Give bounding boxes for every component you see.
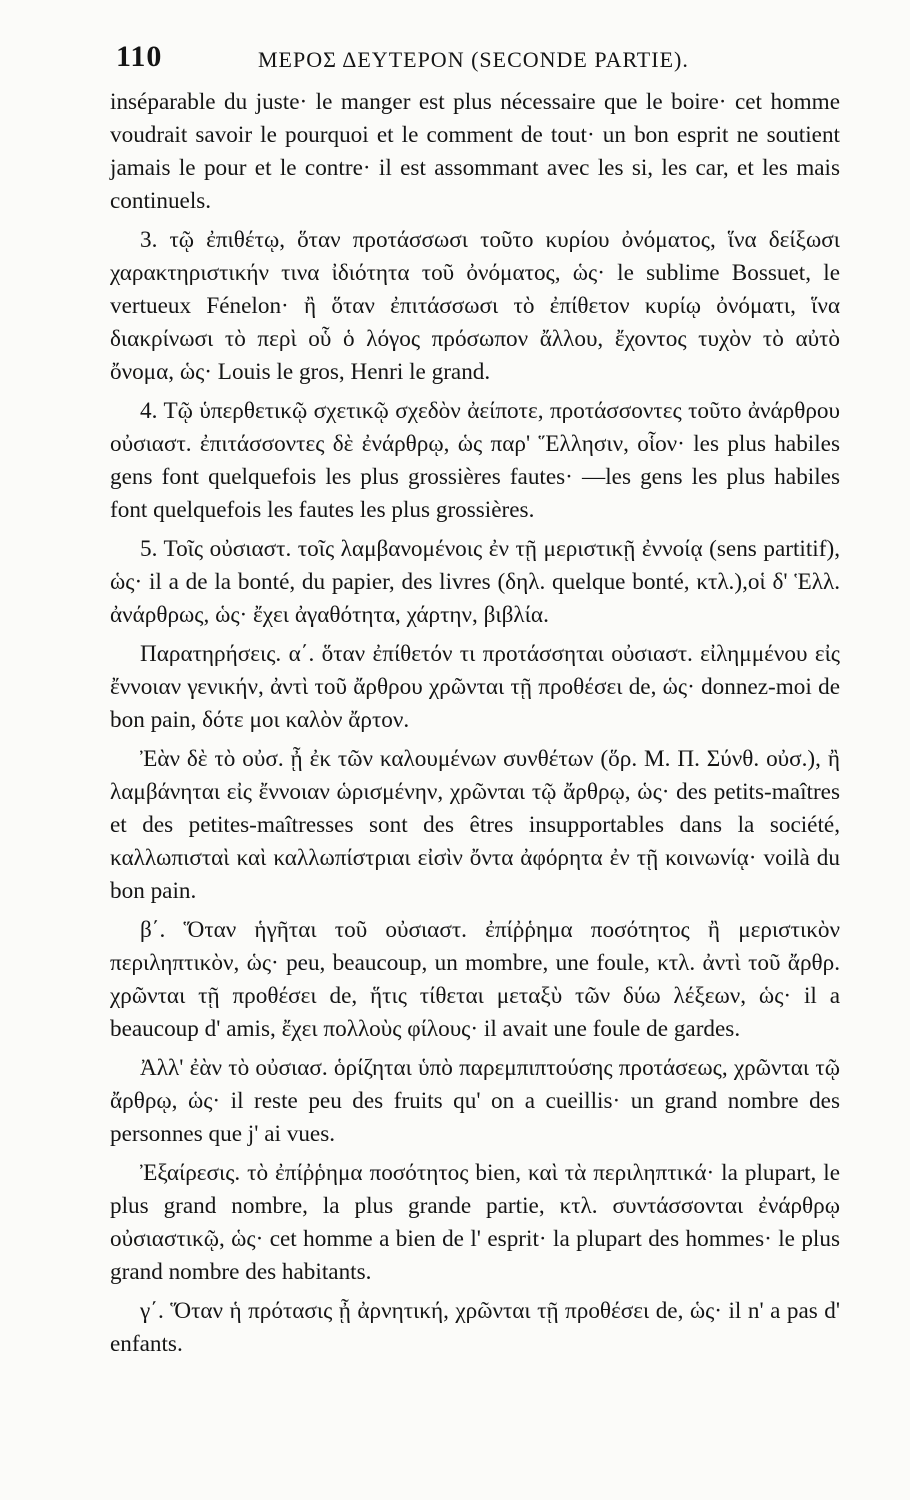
running-head: ΜΕΡΟΣ ΔΕΥΤΕΡΟΝ (SECONDE PARTIE). <box>258 47 689 72</box>
paragraph-remarks-b: β΄. Ὅταν ἡγῆται τοῦ οὐσιαστ. ἐπίῤῥημα ποσότητος ἢ μεριστικὸν περιληπτικὸν, ὡς· peu, beaucoup, un mombre, une foule, κτλ. ἀντὶ τοῦ ἄρθρ. χρῶνται τῇ προθέσει de, ἥτις τίθεται μεταξὺ τῶν δύω λέξεων, ὡς· il a beaucoup d' amis, ἔχει πολλοὺς φίλους· il avait une foule de gardes. <box>110 917 840 1042</box>
page-number: 110 <box>116 40 163 73</box>
paragraph-compound-nouns: Ἐὰν δὲ τὸ οὐσ. ᾖ ἐκ τῶν καλουμένων συνθέτων (ὅρ. Μ. Π. Σύνθ. οὐσ.), ἢ λαμβάνηται εἰς ἔννοιαν ὡρισμένην, χρῶνται τῷ ἄρθρῳ, ὡς· des petits-maîtres et des petites-maîtresses sont des êtres insupportables dans la société, καλλωπισταὶ καὶ καλλωπίστριαι εἰσὶν ὄντα ἀφόρητα ἐν τῇ κοινωνίᾳ· voilà du bon pain. <box>110 746 840 904</box>
paragraph-relative-clause: Ἀλλ' ἐὰν τὸ οὐσιασ. ὁρίζηται ὑπὸ παρεμπιπτούσης προτάσεως, χρῶνται τῷ ἄρθρῳ, ὡς· il reste peu des fruits qu' on a cueillis· un grand nombre des personnes que j' ai vues. <box>110 1055 840 1147</box>
paragraph-rule-5: 5. Τοῖς οὐσιαστ. τοῖς λαμβανομένοις ἐν τῇ μεριστικῇ ἐννοίᾳ (sens partitif), ὡς· il a de la bonté, du papier, des livres (δηλ. quelque bonté, κτλ.),οἱ δ' Ἑλλ. ἀνάρθρως, ὡς· ἔχει ἀγαθότητα, χάρτην, βιβλία. <box>110 536 840 628</box>
paragraph-rule-3: 3. τῷ ἐπιθέτῳ, ὅταν προτάσσωσι τοῦτο κυρίου ὀνόματος, ἵνα δείξωσι χαρακτηριστικήν τινα ἰδιότητα τοῦ ὀνόματος, ὡς· le sublime Bossuet, le vertueux Fénelon· ἢ ὅταν ἐπιτάσσωσι τὸ ἐπίθετον κυρίῳ ὀνόματι, ἵνα διακρίνωσι τὸ περὶ οὗ ὁ λόγος πρόσωπον ἄλλου, ἔχοντος τυχὸν τὸ αὐτὸ ὄνομα, ὡς· Louis le gros, Henri le grand. <box>110 227 840 385</box>
body-text <box>110 86 840 1361</box>
paragraph-exception: Ἐξαίρεσις. τὸ ἐπίῤῥημα ποσότητος bien, καὶ τὰ περιληπτικά· la plupart, le plus grand nombre, la plus grande partie, κτλ. συντάσσονται ἐνάρθρῳ οὐσιαστικῷ, ὡς· cet homme a bien de l' esprit· la plupart des hommes· le plus grand nombre des habitants. <box>110 1160 840 1285</box>
paragraph-remarks-a: Παρατηρήσεις. α΄. ὅταν ἐπίθετόν τι προτάσσηται οὐσιαστ. εἰλημμένου εἰς ἔννοιαν γενικήν, ἀντὶ τοῦ ἄρθρου χρῶνται τῇ προθέσει de, ὡς· donnez-moi de bon pain, δότε μοι καλὸν ἄρτον. <box>110 641 840 733</box>
paragraph-remarks-c: γ΄. Ὅταν ἡ πρότασις ᾖ ἀρνητική, χρῶνται τῇ προθέσει de, ὡς· il n' a pas d' enfants. <box>110 1298 840 1357</box>
paragraph-rule-4: 4. Τῷ ὑπερθετικῷ σχετικῷ σχεδὸν ἀείποτε, προτάσσοντες τοῦτο ἀνάρθρου οὐσιαστ. ἐπιτάσσοντες δὲ ἐνάρθρῳ, ὡς παρ' Ἕλλησιν, οἷον· les plus habiles gens font quelquefois les plus grossières fautes· —les gens les plus habiles font quelquefois les fautes les plus grossières. <box>110 398 840 523</box>
page-header <box>110 36 840 86</box>
paragraph-continuation: inséparable du juste· le manger est plus nécessaire que le boire· cet homme voudrait savoir le pourquoi et le comment de tout· un bon esprit ne soutient jamais le pour et le contre· il est assommant avec les si, les car, et les mais continuels. <box>110 89 840 214</box>
